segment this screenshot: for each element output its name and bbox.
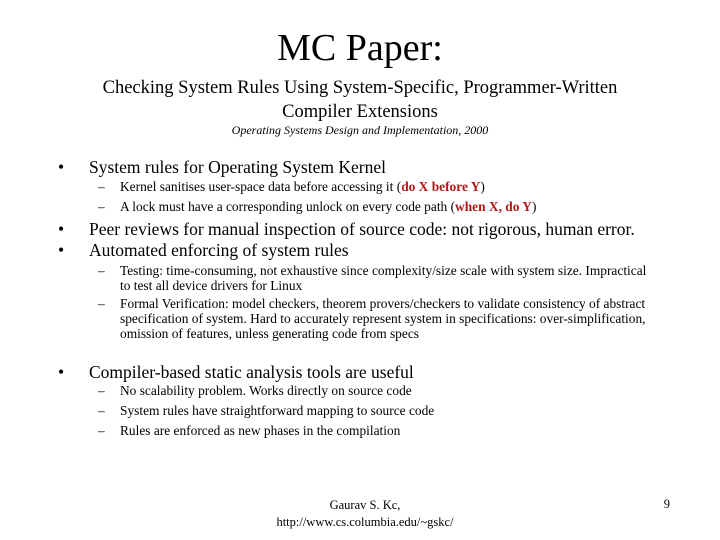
bullet-text: Peer reviews for manual inspection of source code: not rigorous, human error.	[89, 219, 635, 239]
rule-pattern-highlight: do X before Y	[401, 179, 481, 194]
subtitle-line-2: Compiler Extensions	[282, 102, 438, 122]
sub-bullet-scalability	[98, 383, 658, 398]
subtitle-line-1: Checking System Rules Using System-Specific, Programmer-Written	[102, 78, 618, 98]
venue-note: Operating Systems Design and Implementation, 2000	[231, 123, 489, 137]
sub-bullet-text: Kernel sanitises user-space data before accessing it (	[120, 179, 402, 194]
bullet-dot: •	[58, 219, 65, 239]
sub-bullet-dash: –	[98, 179, 105, 194]
sub-bullet-dash: –	[98, 199, 105, 214]
sub-bullet-dash: –	[98, 383, 105, 398]
sub-bullet-text: Testing: time-consuming, not exhaustive since complexity/size scale with system size. Impractical to test all device drivers for Linux	[120, 263, 647, 293]
sub-bullet-dash: –	[98, 263, 105, 278]
sub-bullet-mapping	[98, 403, 658, 418]
slide-title: MC Paper:	[277, 27, 443, 69]
page-number: 9	[663, 497, 670, 511]
sub-bullet-sanitise: – Kernel sanitises user-space data before accessing it (do X before Y)	[98, 179, 485, 194]
footer-author: Gaurav S. Kc,	[329, 498, 401, 512]
sub-bullet-dash: –	[98, 403, 105, 418]
sub-bullet-text: Rules are enforced as new phases in the compilation	[120, 423, 401, 438]
rule-pattern-highlight: when X, do Y	[455, 199, 532, 214]
slide-subtitle	[60, 76, 660, 124]
sub-bullet-text: Formal Verification: model checkers, theorem provers/checkers to validate consistency of abstract specification of system. Hard to accurately represent system in specifications: over-simplification, omission of features, unless generating code from specs	[120, 296, 646, 341]
bullet-text: System rules for Operating System Kernel	[89, 157, 386, 177]
sub-bullet-lock: – A lock must have a corresponding unlock on every code path (when X, do Y)	[98, 199, 537, 214]
sub-bullet-text: No scalability problem. Works directly on source code	[120, 383, 412, 398]
sub-bullet-text: System rules have straightforward mapping to source code	[120, 403, 435, 418]
sub-bullet-text: A lock must have a corresponding unlock on every code path (	[120, 199, 456, 214]
bullet-dot: •	[58, 240, 65, 260]
sub-bullet-formal-verification	[98, 296, 658, 341]
sub-bullet-phases	[98, 423, 658, 438]
bullet-dot: •	[58, 157, 65, 177]
slide-footer	[230, 497, 500, 531]
bullet-text: Compiler-based static analysis tools are useful	[89, 362, 414, 382]
sub-bullet-dash: –	[98, 296, 105, 311]
footer-url[interactable]: http://www.cs.columbia.edu/~gskc/	[276, 515, 454, 529]
sub-bullet-dash: –	[98, 423, 105, 438]
bullet-dot: •	[58, 362, 65, 382]
sub-bullet-testing	[98, 263, 658, 293]
bullet-text: Automated enforcing of system rules	[89, 240, 349, 260]
